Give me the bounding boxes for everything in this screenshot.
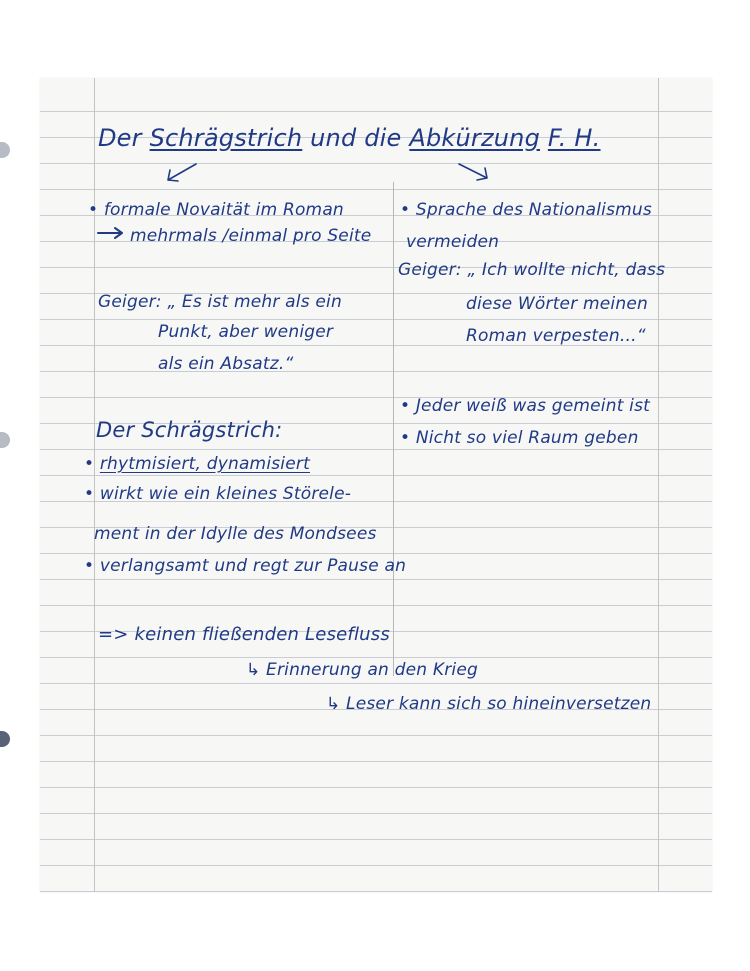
left-point-1: [84, 454, 310, 474]
binder-hole: [0, 432, 10, 448]
right-quote-line-1: Geiger: „ Ich wollte nicht, dass: [398, 260, 666, 280]
right-quote-line-3: Roman verpesten...“: [466, 326, 646, 346]
left-point-2-line-2: ment in der Idylle des Mondsees: [94, 524, 377, 544]
left-quote-line-2: Punkt, aber weniger: [158, 322, 334, 342]
bullet-dot: •: [400, 200, 411, 220]
bullet-dot: •: [84, 556, 95, 576]
arrow-right-icon: [96, 226, 126, 240]
right-bullet-3: [400, 428, 639, 448]
title-part: Schrägstrich: [149, 124, 303, 152]
right-bullet-1-text: Sprache des Nationalismus: [415, 200, 652, 220]
title-part: Der: [98, 124, 142, 152]
bullet-dot: •: [84, 484, 95, 504]
arrow-right-down-icon: [455, 160, 495, 186]
left-quote-line-1: Geiger: „ Es ist mehr als ein: [98, 292, 342, 312]
column-divider: [393, 182, 394, 676]
right-bullet-3-text: Nicht so viel Raum geben: [415, 428, 639, 448]
bullet-dot: •: [400, 428, 411, 448]
binder-hole: [0, 731, 10, 747]
right-bullet-2-text: Jeder weiß was gemeint ist: [415, 396, 651, 416]
left-heading: Der Schrägstrich:: [96, 418, 283, 442]
left-point-2-line-1: [84, 484, 351, 504]
title-part: und die: [310, 124, 402, 152]
right-quote-line-2: diese Wörter meinen: [466, 294, 648, 314]
arrow-left-down-icon: [160, 160, 200, 186]
left-point-3-text: verlangsamt und regt zur Pause an: [99, 556, 407, 576]
bullet-dot: •: [400, 396, 411, 416]
right-bullet-1-line-2: vermeiden: [406, 232, 500, 252]
conclusion-line-1: => keinen fließenden Lesefluss: [98, 624, 390, 645]
conclusion-line-3: ↳ Leser kann sich so hineinversetzen: [326, 694, 652, 714]
right-bullet-1-line-1: [400, 200, 652, 220]
title-line: [98, 124, 601, 152]
conclusion-line-2: ↳ Erinnerung an den Krieg: [246, 660, 478, 680]
title-part: Abkürzung: [409, 124, 541, 152]
right-margin-line: [658, 78, 659, 892]
bullet-dot: •: [88, 200, 99, 220]
left-point-1-text: rhytmisiert, dynamisiert: [99, 454, 310, 474]
left-bullet-1: [88, 200, 344, 220]
left-bullet-1-text: formale Novaität im Roman: [103, 200, 344, 220]
left-point-3: [84, 556, 406, 576]
binder-hole: [0, 142, 10, 158]
left-quote-line-3: als ein Absatz.“: [158, 354, 294, 374]
left-bullet-1-sub: mehrmals /einmal pro Seite: [130, 226, 372, 246]
bullet-dot: •: [84, 454, 95, 474]
title-part: F. H.: [547, 124, 601, 152]
left-point-2-text: wirkt wie ein kleines Störele-: [99, 484, 352, 504]
right-bullet-2: [400, 396, 650, 416]
